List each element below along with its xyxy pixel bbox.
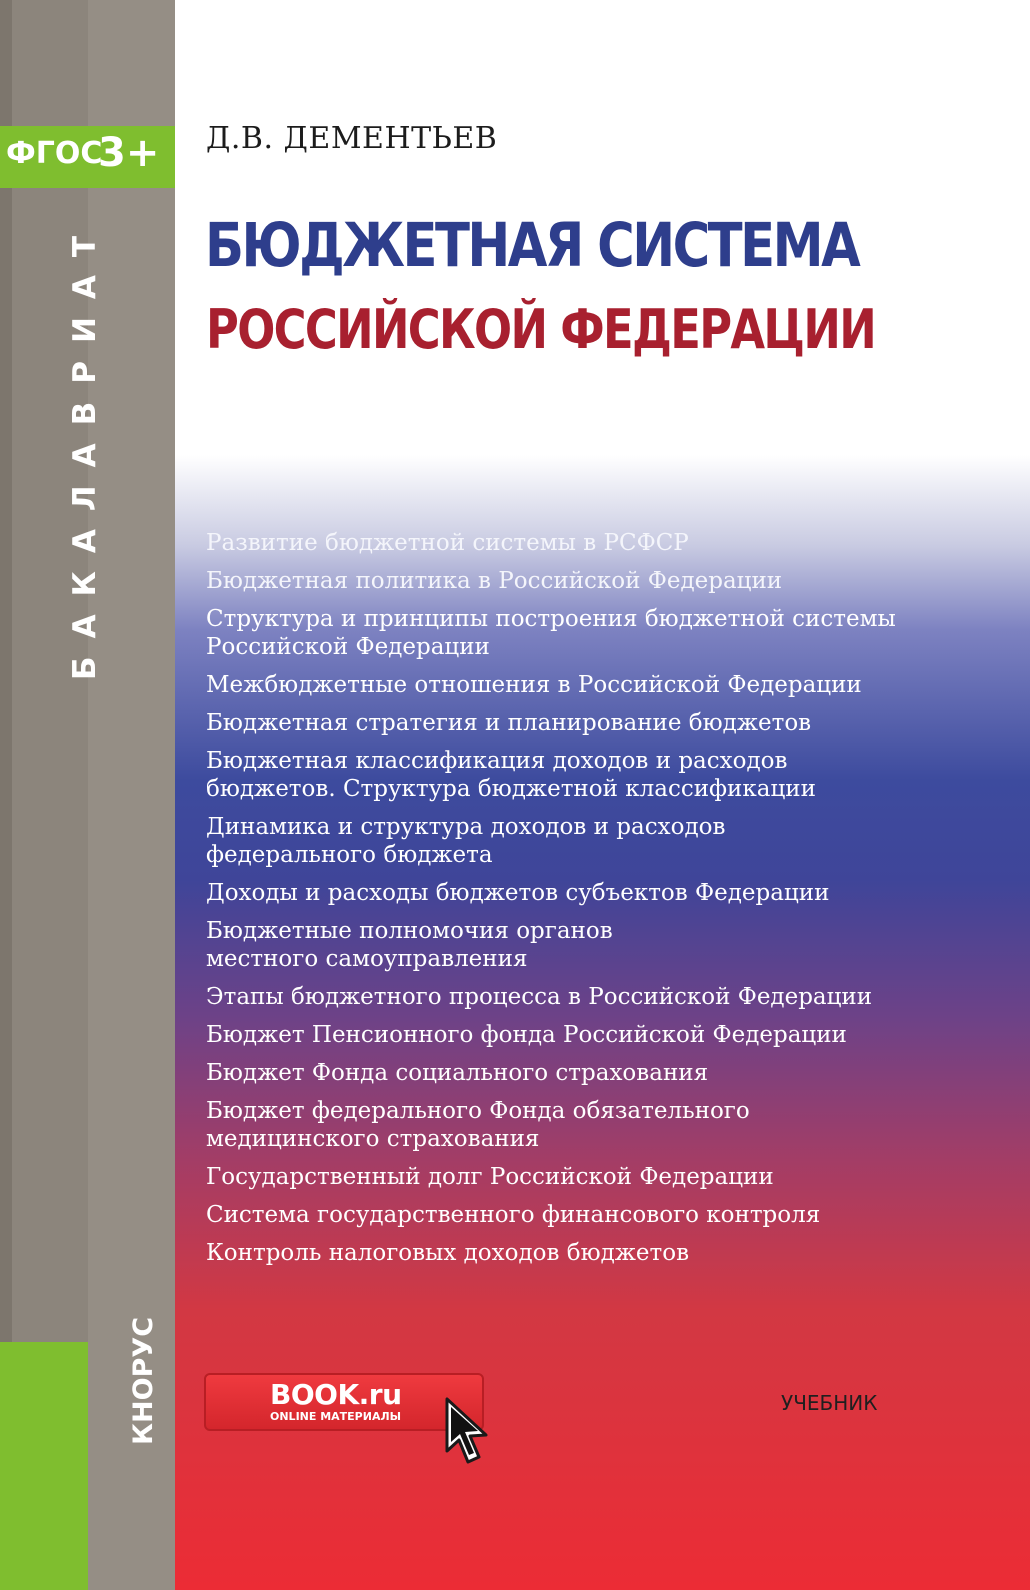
bookru-subtitle: ONLINE МАТЕРИАЛЫ bbox=[270, 1410, 402, 1423]
contents-item bbox=[206, 747, 1006, 803]
contents-item-line: Этапы бюджетного процесса в Российской Федерации bbox=[206, 984, 873, 1010]
contents-item bbox=[206, 1097, 1006, 1153]
contents-item-line: Бюджетная политика в Российской Федерации bbox=[206, 568, 783, 594]
author-name: Д.В. ДЕМЕНТЬЕВ bbox=[206, 121, 498, 156]
contents-item bbox=[206, 983, 1006, 1011]
book-title-line-2: РОССИЙСКОЙ ФЕДЕРАЦИИ bbox=[206, 298, 876, 361]
contents-item bbox=[206, 709, 1006, 737]
contents-item bbox=[206, 1201, 1006, 1229]
contents-item-line: Развитие бюджетной системы в РСФСР bbox=[206, 530, 689, 556]
contents-item-line: бюджетов. Структура бюджетной классификации bbox=[206, 776, 816, 802]
contents-item-line: медицинского страхования bbox=[206, 1126, 540, 1152]
contents-item bbox=[206, 1021, 1006, 1049]
contents-item-line: Бюджетная классификация доходов и расходов bbox=[206, 748, 788, 774]
contents-item bbox=[206, 1163, 1006, 1191]
contents-item-line: Динамика и структура доходов и расходов bbox=[206, 814, 726, 840]
cursor-arrow-icon bbox=[437, 1393, 495, 1469]
contents-item-line: Контроль налоговых доходов бюджетов bbox=[206, 1240, 690, 1266]
contents-item bbox=[206, 1059, 1006, 1087]
contents-item bbox=[206, 671, 1006, 699]
degree-label: БАКАЛАВРИАТ bbox=[67, 217, 103, 681]
contents-item-line: Государственный долг Российской Федерации bbox=[206, 1164, 774, 1190]
book-title-line-1: БЮДЖЕТНАЯ СИСТЕМА bbox=[205, 210, 859, 281]
contents-item bbox=[206, 605, 1006, 661]
contents-item-line: Бюджетная стратегия и планирование бюджетов bbox=[206, 710, 812, 736]
contents-item-line: Бюджет Пенсионного фонда Российской Федерации bbox=[206, 1022, 847, 1048]
contents-list bbox=[206, 529, 1006, 1277]
contents-item-line: местного самоуправления bbox=[206, 946, 528, 972]
contents-item-line: Бюджет Фонда социального страхования bbox=[206, 1060, 709, 1086]
contents-item bbox=[206, 1239, 1006, 1267]
book-type-label: УЧЕБНИК bbox=[781, 1391, 878, 1415]
standard-label: ФГОС bbox=[6, 136, 103, 171]
bookru-title: BOOK.ru bbox=[270, 1378, 402, 1411]
publisher-label: КНОРУС bbox=[128, 1316, 159, 1446]
contents-item-line: Структура и принципы построения бюджетной системы bbox=[206, 606, 896, 632]
publisher-green-block bbox=[0, 1342, 88, 1590]
contents-item-line: Доходы и расходы бюджетов субъектов Федерации bbox=[206, 880, 830, 906]
contents-item bbox=[206, 813, 1006, 869]
contents-item bbox=[206, 917, 1006, 973]
contents-item-line: Межбюджетные отношения в Российской Федерации bbox=[206, 672, 862, 698]
contents-item-line: федерального бюджета bbox=[206, 842, 493, 868]
contents-item-line: Система государственного финансового контроля bbox=[206, 1202, 821, 1228]
standard-level: 3+ bbox=[98, 130, 160, 176]
contents-item bbox=[206, 529, 1006, 557]
contents-item-line: Российской Федерации bbox=[206, 634, 490, 660]
contents-item bbox=[206, 567, 1006, 595]
contents-item-line: Бюджетные полномочия органов bbox=[206, 918, 613, 944]
contents-item bbox=[206, 879, 1006, 907]
contents-item-line: Бюджет федерального Фонда обязательного bbox=[206, 1098, 750, 1124]
